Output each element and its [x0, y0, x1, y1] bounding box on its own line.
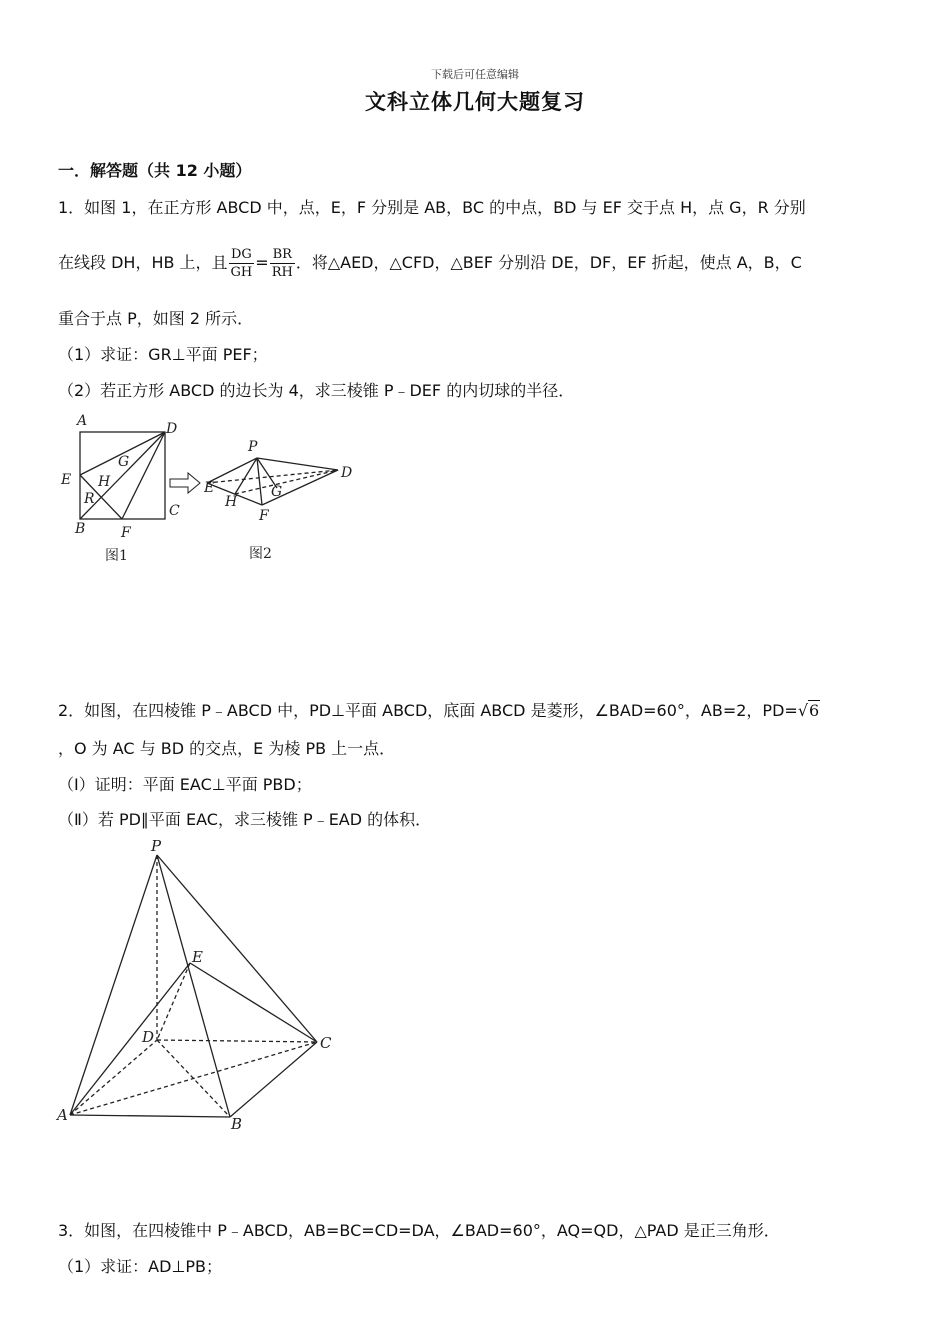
fig2-caption: 图2 — [249, 546, 272, 562]
q3-part1: （1）求证：AD⊥PB； — [58, 1257, 223, 1276]
q2-part2: （Ⅱ）若 PD∥平面 EAC，求三棱锥 P﹣EAD 的体积． — [58, 810, 432, 829]
fig1-label-d: D — [166, 421, 178, 437]
fig2-line-hd — [235, 470, 338, 494]
fig-arrow — [170, 473, 200, 493]
frac2-denominator: RH — [271, 265, 293, 280]
frac2-numerator: BR — [270, 246, 295, 264]
edge-dc — [157, 1040, 317, 1042]
fraction-br-rh — [270, 246, 295, 281]
page-title: 文科立体几何大题复习 — [365, 90, 585, 114]
q1-line2-post: ．将△AED，△CFD，△BEF 分别沿 DE，DF，EF 折起，使点 A，B，C — [295, 253, 802, 272]
line-eo — [157, 963, 190, 1040]
pyramid-label-b: B — [231, 1115, 243, 1133]
edge-pa — [70, 855, 157, 1115]
edge-pc — [157, 855, 317, 1042]
fig1-label-h: H — [98, 474, 111, 490]
fig1-label-a: A — [77, 413, 88, 429]
pyramid-label-c: C — [320, 1034, 332, 1052]
q2-pyramid-figure — [52, 835, 352, 1140]
pyramid-label-d: D — [142, 1028, 155, 1046]
q1-line2-pre: 在线段 DH，HB 上，且 — [58, 253, 228, 272]
fig1-caption: 图1 — [105, 548, 128, 564]
frac1-denominator: GH — [230, 265, 253, 280]
q1-line3: 重合于点 P，如图 2 所示． — [58, 309, 254, 328]
fig2-label-d: D — [341, 465, 353, 481]
fig2-label-f: F — [259, 508, 269, 524]
pyramid-label-a: A — [57, 1106, 68, 1124]
sqrt-radicand: 6 — [809, 701, 820, 720]
q2-part1: （Ⅰ）证明：平面 EAC⊥平面 PBD； — [58, 775, 312, 794]
q1-line2 — [58, 246, 802, 281]
pyramid-label-p: P — [151, 837, 162, 855]
fig2-label-p: P — [248, 439, 258, 455]
edge-ab — [70, 1115, 230, 1117]
pyramid-label-e: E — [192, 948, 203, 966]
fig1-label-r: R — [84, 491, 95, 507]
q1-part2: （2）若正方形 ABCD 的边长为 4，求三棱锥 P﹣DEF 的内切球的半径． — [58, 381, 575, 400]
q2-line1 — [58, 698, 820, 721]
fig1-label-b: B — [75, 521, 86, 537]
q2-line1-text: 2．如图，在四棱锥 P﹣ABCD 中，PD⊥平面 ABCD，底面 ABCD 是菱形，∠BAD=60°，AB=2，PD= — [58, 701, 798, 720]
fraction-dg-gh — [229, 246, 255, 281]
fig2-label-h: H — [225, 494, 238, 510]
line-ae — [70, 963, 190, 1115]
frac1-numerator: DG — [229, 246, 255, 264]
fig1-label-g: G — [118, 454, 130, 470]
line-ec — [190, 963, 317, 1042]
q1-part1: （1）求证：GR⊥平面 PEF； — [58, 345, 268, 364]
fig1-label-c: C — [169, 503, 180, 519]
section-heading: 一．解答题（共 12 小题） — [58, 161, 252, 180]
equals-sign: = — [255, 253, 269, 272]
q1-line1: 1．如图 1，在正方形 ABCD 中，点，E，F 分别是 AB，BC 的中点，BD 与 EF 交于点 H，点 G，R 分别 — [58, 198, 806, 217]
sqrt-six: √6 — [797, 701, 820, 720]
edge-bc — [230, 1042, 317, 1117]
fig2-edge-pd — [257, 458, 338, 470]
fig1-line-fd — [122, 432, 165, 519]
q1-figures — [55, 410, 365, 570]
fig1-label-f: F — [121, 525, 131, 541]
diag-ac — [70, 1042, 317, 1115]
fig2-label-e: E — [204, 480, 215, 496]
q3-line1: 3．如图，在四棱锥中 P﹣ABCD，AB=BC=CD=DA，∠BAD=60°，AQ=QD，△PAD 是正三角形． — [58, 1221, 780, 1240]
fig1-label-e: E — [61, 472, 72, 488]
fig2-label-g: G — [271, 484, 283, 500]
q2-line2: ，O 为 AC 与 BD 的交点，E 为棱 PB 上一点． — [58, 739, 396, 758]
header-note: 下载后可任意编辑 — [431, 68, 519, 81]
